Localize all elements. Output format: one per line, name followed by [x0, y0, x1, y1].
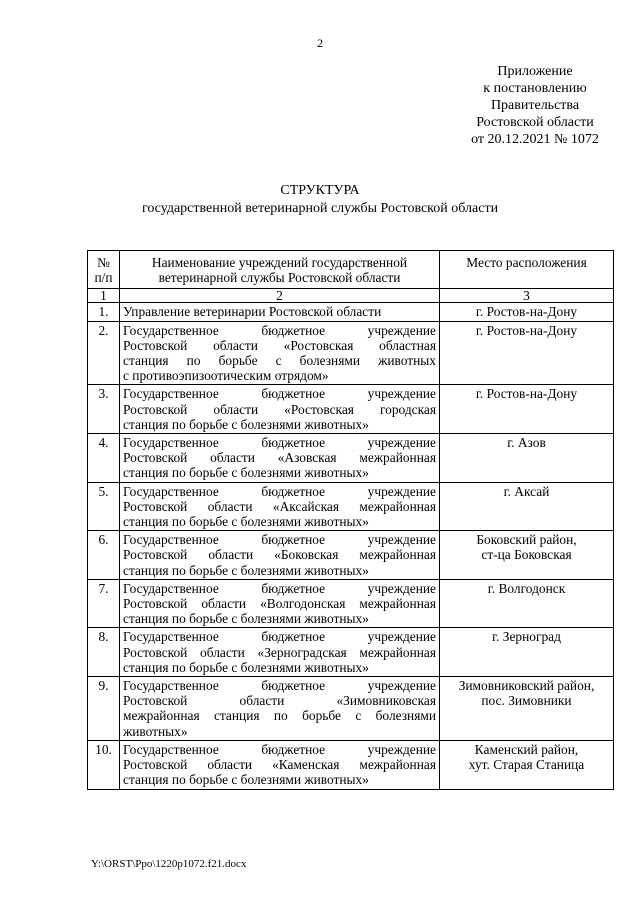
location: [440, 434, 614, 483]
location-line: г. Ростов-на-Дону: [475, 386, 578, 402]
institution-name-line: Государственное бюджетное учреждение: [123, 322, 436, 338]
institution-name-line: станция по борьбе с болезнями животных»: [123, 514, 369, 530]
institution-name-line: станция по борьбе с болезнями животных»: [123, 416, 369, 432]
table-row: [88, 385, 614, 434]
row-number: 1.: [88, 303, 120, 321]
institution-name: [120, 531, 440, 580]
institution-name: [120, 303, 440, 321]
table-row: [88, 434, 614, 483]
institution-name-line: Ростовской области «Зерноградская межрайонная: [123, 644, 436, 660]
institution-name: [120, 677, 440, 741]
row-number: 9.: [88, 677, 120, 741]
row-number: 2.: [88, 321, 120, 385]
institution-name: [120, 321, 440, 385]
institution-name-line: с противоэпизоотическим отрядом»: [123, 368, 329, 384]
institution-name-line: Государственное бюджетное учреждение: [123, 741, 436, 757]
column-number: 3: [440, 289, 614, 303]
location: [440, 482, 614, 531]
header-name-line: Наименование учреждений государственной: [151, 255, 408, 270]
row-number: 7.: [88, 579, 120, 628]
institution-name: [120, 740, 440, 789]
institution-name-line: станция по борьбе с болезнями животных»: [123, 465, 369, 481]
location-line: г. Ростов-на-Дону: [475, 304, 578, 320]
appendix-line: к постановлению: [483, 81, 587, 96]
appendix-line: Правительства: [490, 98, 580, 113]
institution-name-line: станция по борьбе с болезнями животных»: [123, 562, 369, 578]
file-path-footer: Y:\ORST\Ppo\1220p1072.f21.docx: [91, 858, 247, 870]
location-line: пос. Зимовники: [481, 693, 572, 709]
institution-name-line: Ростовской области «Волгодонская межрайонная: [123, 596, 436, 612]
appendix-line: от 20.12.2021 № 1072: [471, 132, 599, 147]
table-row: [88, 482, 614, 531]
institution-name-line: станция по борьбе с болезнями животных»: [123, 611, 369, 627]
header-number-line: п/п: [94, 270, 113, 286]
table-row: [88, 677, 614, 741]
column-number: 1: [88, 289, 120, 303]
appendix-line: Приложение: [497, 64, 573, 79]
table-row: [88, 628, 614, 677]
location-line: г. Азов: [507, 435, 546, 451]
institution-name: [120, 482, 440, 531]
location: [440, 677, 614, 741]
institution-name: [120, 579, 440, 628]
location-line: г. Аксай: [503, 483, 550, 499]
document-title: СТРУКТУРА: [280, 183, 360, 198]
institution-name-line: Ростовской области «Зимовниковская: [123, 693, 436, 709]
location-line: г. Зерноград: [492, 629, 561, 645]
column-number: 2: [120, 289, 440, 303]
institution-name-line: животных»: [123, 723, 188, 739]
location-line: Каменский район,: [474, 741, 579, 757]
location-line: ст-ца Боковская: [481, 547, 572, 563]
institution-name: [120, 434, 440, 483]
location: [440, 385, 614, 434]
header-number: [88, 251, 120, 289]
institution-name: [120, 385, 440, 434]
location: [440, 531, 614, 580]
table-row: [88, 303, 614, 321]
header-number-line: №: [97, 255, 110, 270]
table-header-row: [88, 251, 614, 289]
document-subtitle: государственной ветеринарной службы Ростовской области: [141, 201, 499, 216]
institution-name-line: станция по борьбе с болезнями животных»: [123, 772, 369, 788]
institution-name-line: станция по борьбе с болезнями животных: [123, 353, 436, 369]
row-number: 3.: [88, 385, 120, 434]
appendix-line: Ростовской области: [476, 115, 594, 130]
row-number: 8.: [88, 628, 120, 677]
location-line: Зимовниковский район,: [458, 678, 595, 694]
institution-name-line: Ростовской области «Каменская межрайонная: [123, 757, 436, 773]
appendix-block: [440, 63, 630, 148]
location: [440, 303, 614, 321]
institution-name-line: Государственное бюджетное учреждение: [123, 386, 436, 402]
row-number: 6.: [88, 531, 120, 580]
institution-name-line: Государственное бюджетное учреждение: [123, 629, 436, 645]
institution-name-line: Ростовской области «Боковская межрайонная: [123, 547, 436, 563]
location-line: хут. Старая Станица: [468, 757, 585, 773]
location-line: г. Ростов-на-Дону: [475, 322, 578, 338]
location: [440, 579, 614, 628]
location-line: Боковский район,: [476, 532, 577, 548]
header-location: Место расположения: [440, 251, 614, 289]
document-title-block: [0, 182, 640, 218]
table-row: [88, 740, 614, 789]
location: [440, 628, 614, 677]
location: [440, 321, 614, 385]
header-name: [120, 251, 440, 289]
institution-name-line: Ростовской области «Аксайская межрайонная: [123, 498, 436, 514]
institution-name-line: межрайонная станция по борьбе с болезнями: [123, 708, 436, 724]
institution-name-line: Государственное бюджетное учреждение: [123, 678, 436, 694]
table-row: [88, 321, 614, 385]
institution-name-line: Ростовской области «Азовская межрайонная: [123, 450, 436, 466]
page-number: 2: [317, 36, 323, 50]
row-number: 10.: [88, 740, 120, 789]
institution-name-line: Государственное бюджетное учреждение: [123, 532, 436, 548]
institution-name-line: Ростовской области «Ростовская областная: [123, 337, 436, 353]
header-name-line: ветеринарной службы Ростовской области: [158, 270, 401, 286]
institution-name-line: Управление ветеринарии Ростовской области: [123, 304, 382, 320]
row-number: 4.: [88, 434, 120, 483]
location: [440, 740, 614, 789]
institution-name-line: Государственное бюджетное учреждение: [123, 483, 436, 499]
table-row: [88, 531, 614, 580]
institution-name-line: станция по борьбе с болезнями животных»: [123, 659, 369, 675]
institution-name: [120, 628, 440, 677]
structure-table: [87, 250, 614, 790]
institution-name-line: Государственное бюджетное учреждение: [123, 435, 436, 451]
institution-name-line: Ростовской области «Ростовская городская: [123, 401, 436, 417]
table-row: [88, 579, 614, 628]
institution-name-line: Государственное бюджетное учреждение: [123, 580, 436, 596]
location-line: г. Волгодонск: [487, 580, 566, 596]
column-number-row: [88, 289, 614, 303]
row-number: 5.: [88, 482, 120, 531]
